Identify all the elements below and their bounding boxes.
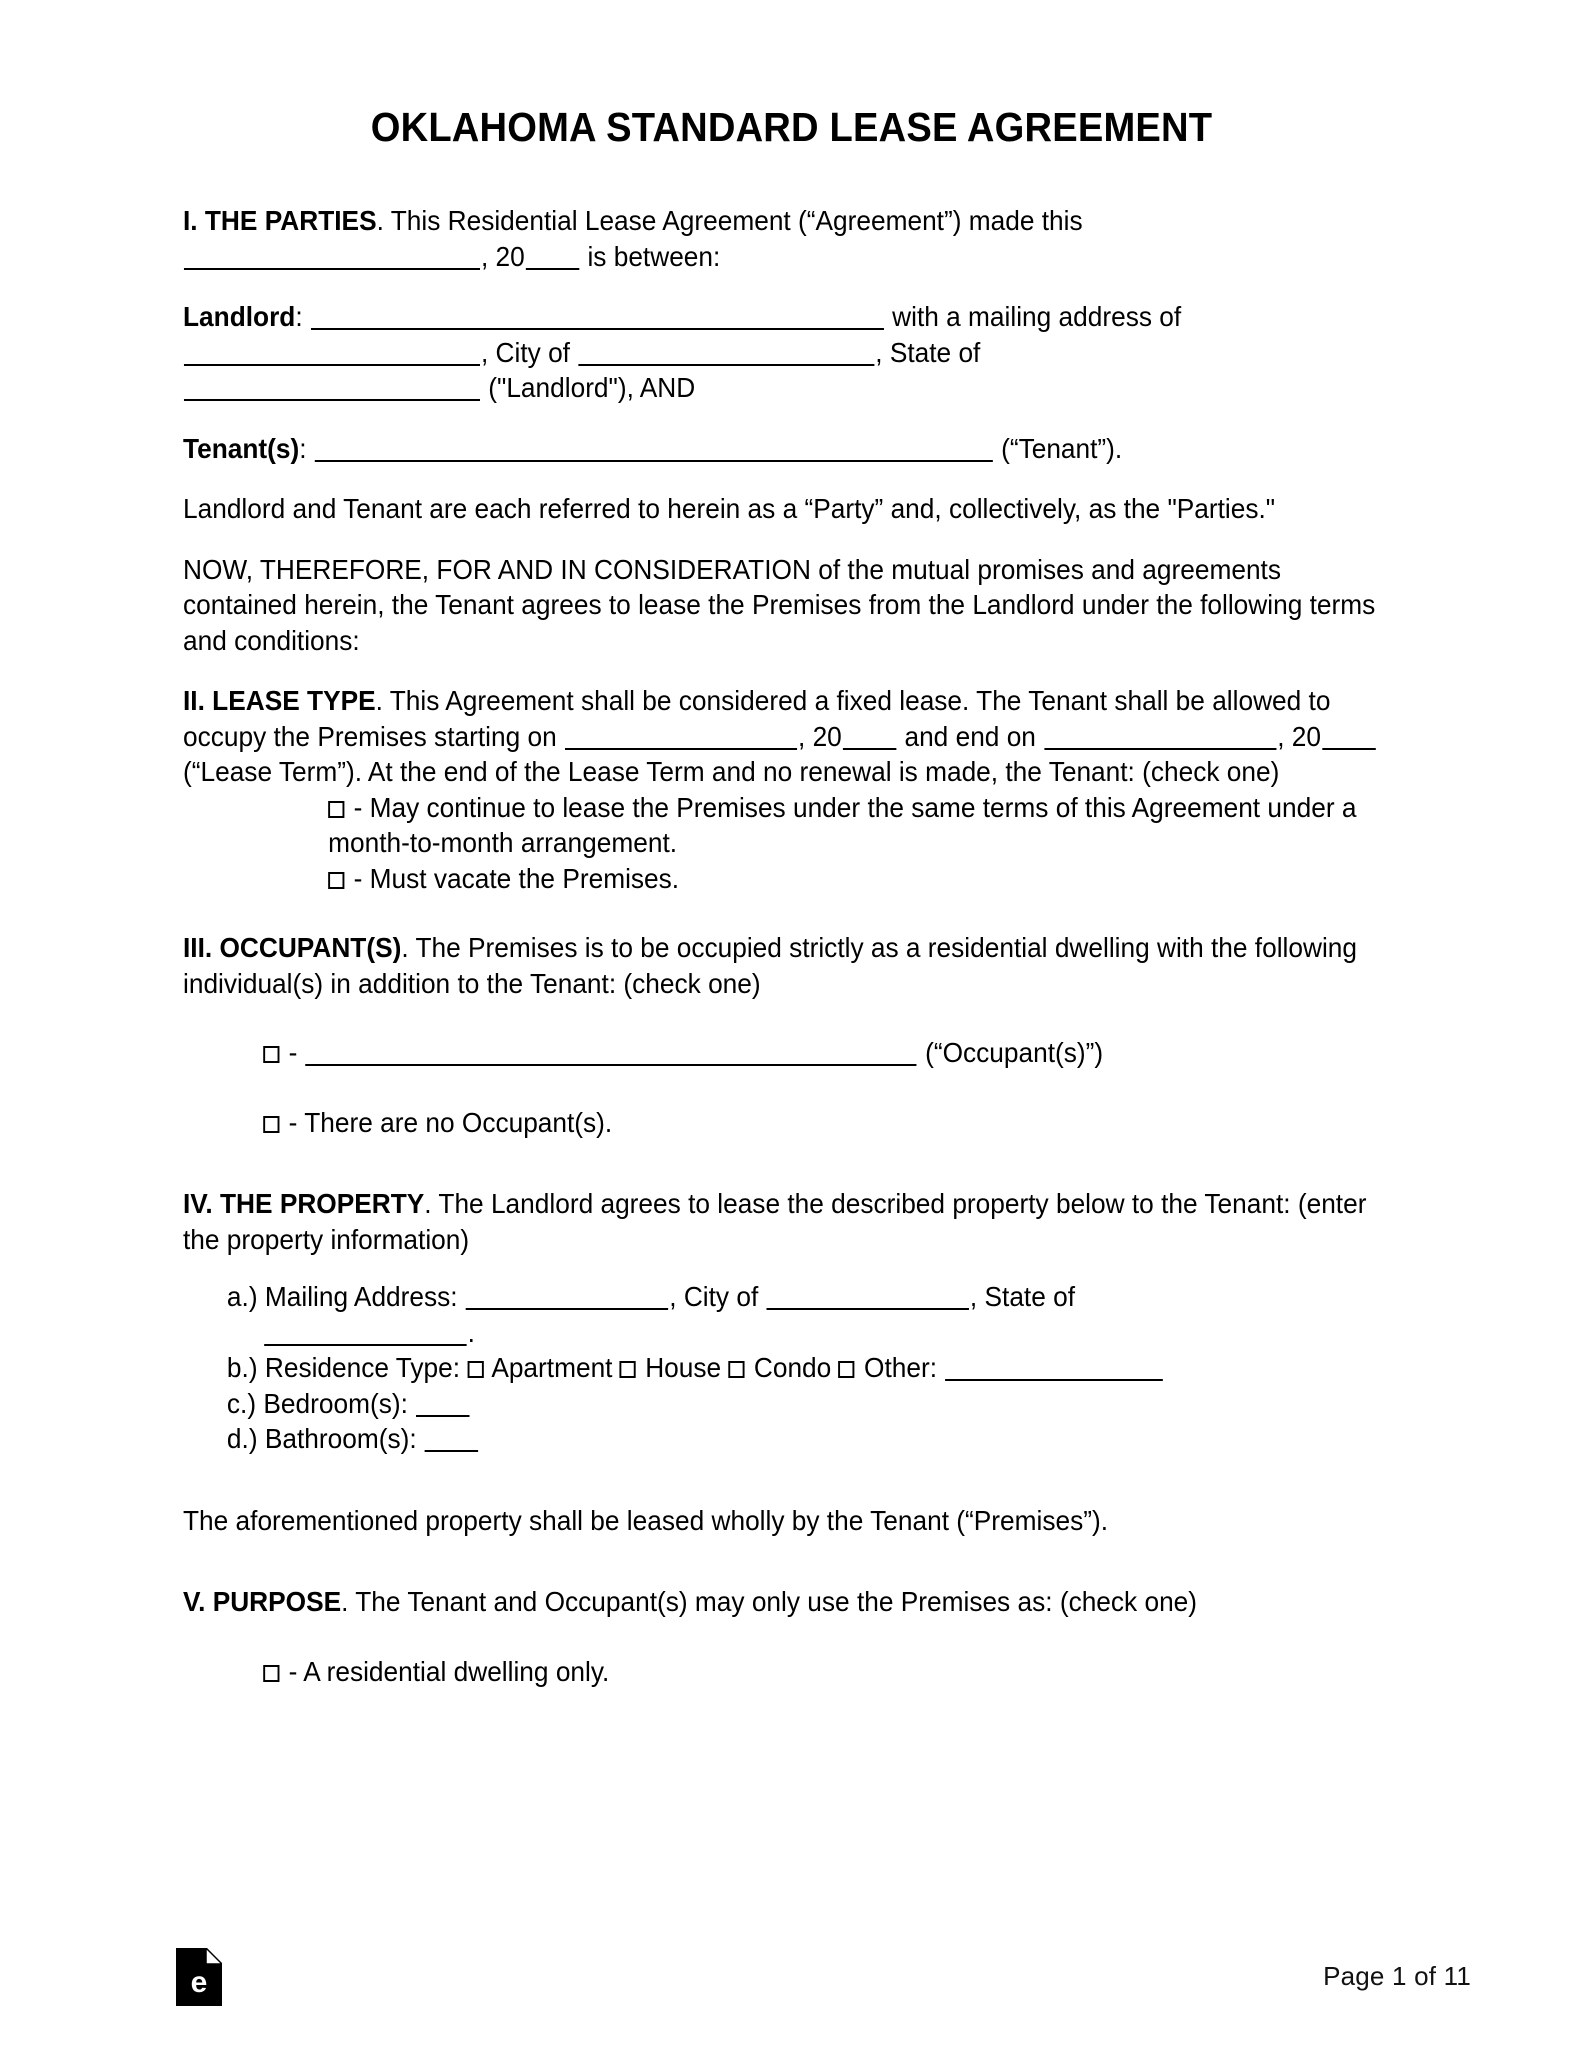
property-item-a-label: a.) Mailing Address: (226, 1281, 465, 1312)
property-type-other-blank[interactable] (945, 1357, 1163, 1381)
tenant-colon: : (299, 432, 314, 464)
checkbox-icon[interactable] (263, 1116, 279, 1133)
section-heading-purpose: V. PURPOSE (183, 1586, 342, 1617)
tenant-quote-text: (“Tenant”). (993, 432, 1123, 464)
property-item-d (183, 1421, 1398, 1457)
landlord-colon: : (295, 301, 310, 332)
property-bedrooms-blank[interactable] (416, 1393, 469, 1417)
occupants-option-2[interactable] (183, 1105, 1398, 1141)
landlord-label: Landlord (183, 301, 296, 332)
property-item-c (183, 1386, 1398, 1422)
property-city-blank[interactable] (767, 1286, 969, 1310)
property-item-b (183, 1350, 1398, 1386)
purpose-option-1[interactable] (183, 1654, 1398, 1690)
checkbox-icon[interactable] (328, 872, 344, 889)
purpose-option-1-label: - A residential dwelling only. (281, 1655, 610, 1687)
occupants-option-2-label: - There are no Occupant(s). (281, 1106, 613, 1138)
property-item-d-label: d.) Bathroom(s): (226, 1423, 424, 1454)
parties-year-blank[interactable] (526, 246, 579, 270)
purpose-text: . The Tenant and Occupant(s) may only use the Premises as: (check one) (341, 1586, 1198, 1617)
lease-type-text-a: . This Agreement shall be considered a fixed lease. The Tenant shall be allowed to occupy the Premises starting on (183, 685, 1331, 752)
property-type-apartment: Apartment (485, 1352, 620, 1383)
occupants-name-blank[interactable] (306, 1042, 917, 1066)
property-item-a (183, 1279, 1398, 1315)
section-heading-parties: I. THE PARTIES (183, 205, 377, 236)
parties-date-blank[interactable] (184, 246, 480, 270)
tenant-block (183, 431, 1398, 467)
landlord-name-blank[interactable] (311, 306, 884, 330)
lease-type-option-1-label: - May continue to lease the Premises under the same terms of this Agreement under a month-to-month arrangement. (328, 791, 1357, 858)
property-type-house: House (637, 1352, 729, 1383)
checkbox-icon[interactable] (328, 801, 344, 818)
spacer (183, 1457, 1398, 1503)
checkbox-icon[interactable] (839, 1361, 855, 1378)
lease-type-text-c: and end on (897, 720, 1044, 752)
lease-type-option-2-label: - Must vacate the Premises. (346, 862, 680, 894)
property-state-blank[interactable] (264, 1322, 466, 1346)
spacer (183, 1001, 1398, 1035)
property-item-a-city: , City of (669, 1281, 766, 1312)
property-bathrooms-blank[interactable] (425, 1428, 478, 1452)
property-item-b-label: b.) Residence Type: (226, 1352, 468, 1383)
section-heading-occupants: III. OCCUPANT(S) (183, 932, 402, 963)
property-item-c-label: c.) Bedroom(s): (226, 1387, 416, 1419)
tenant-label: Tenant(s) (183, 432, 300, 464)
file-icon (176, 1948, 222, 2006)
lease-type-option-1[interactable] (183, 790, 1398, 861)
landlord-quote-text: ("Landlord"), AND (480, 372, 696, 403)
section-property (183, 1186, 1398, 1257)
property-type-condo: Condo (746, 1352, 839, 1383)
spacer (183, 1620, 1398, 1654)
property-closing-paragraph: The aforementioned property shall be leased wholly by the Tenant (“Premises”). (183, 1504, 1109, 1536)
eforms-logo (176, 1948, 222, 2006)
spacer (183, 1538, 1398, 1584)
spacer (183, 896, 1398, 930)
landlord-state-blank[interactable] (184, 377, 480, 401)
occupants-text: . The Premises is to be occupied strictly as a residential dwelling with the following individual(s) in addition to the Tenant: (check one) (183, 932, 1358, 999)
property-item-a-period: . (467, 1316, 475, 1348)
lease-type-text-b: , 20 (797, 720, 842, 752)
lease-type-text-d: , 20 (1277, 720, 1322, 752)
parties-intro-text-a: . This Residential Lease Agreement (“Agreement”) made this (376, 205, 1083, 236)
checkbox-icon[interactable] (620, 1361, 636, 1378)
lease-end-date-blank[interactable] (1044, 726, 1276, 750)
section-heading-lease-type: II. LEASE TYPE (183, 685, 376, 716)
section-lease-type (183, 683, 1398, 790)
checkbox-icon[interactable] (728, 1361, 744, 1378)
property-type-other: Other: (856, 1352, 945, 1383)
section-parties-intro (183, 203, 1398, 274)
document-body (183, 203, 1398, 1689)
lease-end-year-blank[interactable] (1322, 726, 1375, 750)
lease-type-text-e: (“Lease Term”). At the end of the Lease Term and no renewal is made, the Tenant: (check one) (183, 756, 1280, 787)
property-text: . The Landlord agrees to lease the described property below to the Tenant: (enter the property information) (183, 1188, 1367, 1255)
lease-start-date-blank[interactable] (565, 726, 797, 750)
property-item-a-cont (183, 1315, 1398, 1351)
logo-letter: e (190, 1966, 208, 1999)
occupants-option-1-dash: - (281, 1037, 305, 1068)
parties-definition-paragraph: Landlord and Tenant are each referred to herein as a “Party” and, collectively, as the "Parties." (183, 493, 1276, 524)
property-item-a-state: , State of (969, 1281, 1076, 1312)
section-heading-property: IV. THE PROPERTY (183, 1188, 425, 1219)
checkbox-icon[interactable] (263, 1665, 279, 1682)
landlord-city-blank[interactable] (578, 342, 874, 366)
lease-type-option-2[interactable] (183, 861, 1398, 897)
page-number: Page 1 of 11 (1323, 1961, 1471, 1991)
landlord-after-text: with a mailing address of (884, 301, 1182, 332)
occupants-option-1-after: (“Occupant(s)”) (917, 1037, 1104, 1068)
tenant-name-blank[interactable] (315, 438, 993, 462)
document-file-icon (176, 1948, 222, 2006)
occupants-option-1[interactable] (183, 1035, 1398, 1071)
consideration-paragraph: NOW, THEREFORE, FOR AND IN CONSIDERATION of the mutual promises and agreements contained herein, the Tenant agrees to lease the Premises from the Landlord under the following terms and conditions: (183, 553, 1376, 656)
landlord-state-of: , State of (875, 336, 981, 368)
section-occupants (183, 930, 1398, 1001)
spacer (183, 1071, 1398, 1105)
page-title: OKLAHOMA STANDARD LEASE AGREEMENT (370, 104, 1213, 150)
document-content (183, 104, 1400, 1689)
spacer (183, 1257, 1398, 1279)
property-address-blank[interactable] (466, 1286, 668, 1310)
checkbox-icon[interactable] (467, 1361, 483, 1378)
lease-start-year-blank[interactable] (843, 726, 896, 750)
parties-intro-text-c: is between: (580, 240, 721, 272)
parties-intro-text-b: , 20 (480, 240, 525, 272)
spacer (183, 1140, 1398, 1186)
section-purpose (183, 1584, 1398, 1620)
landlord-block (183, 299, 1398, 406)
landlord-address-blank[interactable] (184, 342, 480, 366)
checkbox-icon[interactable] (263, 1046, 279, 1063)
landlord-city-of: , City of (480, 336, 578, 368)
